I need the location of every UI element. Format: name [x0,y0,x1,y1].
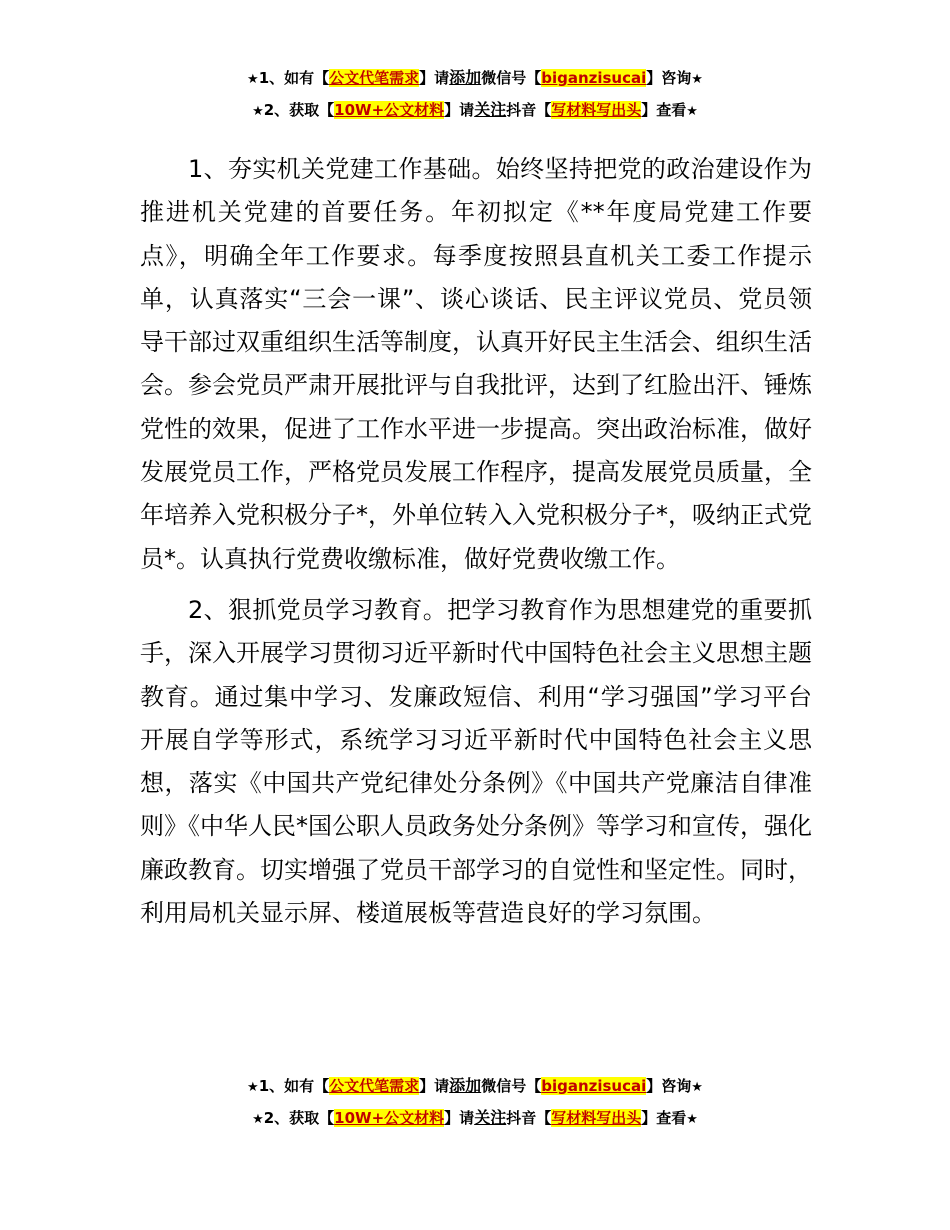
star-icon: ★ [247,1080,259,1095]
highlight-wechat-id: biganzisucai [541,69,647,87]
star-icon: ★ [686,104,698,119]
banner-text: 微信号【 [481,1077,542,1095]
document-body [140,148,812,935]
banner-text: 】咨询 [646,1077,692,1095]
banner-text: 】查看 [641,101,687,119]
top-banner [0,62,950,126]
paragraph-study-education: 2、狠抓党员学习教育。把学习教育作为思想建党的重要抓手，深入开展学习贯彻习近平新时代中国特色社会主义思想主题教育。通过集中学习、发廉政短信、利用“学习强国”学习平台开展自学等形式，系统学习习近平新时代中国特色社会主义思想，落实《中国共产党纪律处分条例》《中国共产党廉洁自律准则》《中华人民*国公职人员政务处分条例》等学习和宣传，强化廉政教育。切实增强了党员干部学习的自觉性和坚定性。同时，利用局机关显示屏、楼道展板等营造良好的学习氛围。 [140,595,812,928]
star-icon: ★ [691,72,703,87]
banner-text: 】查看 [641,1109,687,1127]
banner-text: 】请 [444,1109,475,1127]
star-icon: ★ [252,104,264,119]
highlight-douyin-account: 写材料写出头 [551,101,642,119]
star-icon: ★ [247,72,259,87]
banner-text: 】请 [419,69,450,87]
emphasis-text: 关注 [474,100,507,119]
banner-line-1 [0,1070,950,1102]
emphasis-text: 关注 [474,1108,507,1127]
highlight-materials: 10W+公文材料 [334,101,445,119]
paragraph-party-building: 1、夯实机关党建工作基础。始终坚持把党的政治建设作为推进机关党建的首要任务。年初拟定《**年度局党建工作要点》，明确全年工作要求。每季度按照县直机关工委工作提示单，认真落实“三会一课”、谈心谈话、民主评议党员、党员领导干部过双重组织生活等制度，认真开好民主生活会、组织生活会。参会党员严肃开展批评与自我批评，达到了红脸出汗、锤炼党性的效果，促进了工作水平进一步提高。突出政治标准，做好发展党员工作，严格党员发展工作程序，提高发展党员质量，全年培养入党积极分子*，外单位转入入党积极分子*，吸纳正式党员*。认真执行党费收缴标准，做好党费收缴工作。 [140,155,812,573]
emphasis-text: 添加 [449,68,482,87]
highlight-service: 公文代笔需求 [329,69,420,87]
highlight-service: 公文代笔需求 [329,1077,420,1095]
highlight-douyin-account: 写材料写出头 [551,1109,642,1127]
banner-line-2 [0,1102,950,1134]
banner-text: 2、获取【 [263,1109,335,1127]
banner-text: 1、如有【 [258,69,330,87]
banner-text: 】请 [444,101,475,119]
star-icon: ★ [686,1112,698,1127]
emphasis-text: 添加 [449,1076,482,1095]
banner-line-1 [0,62,950,94]
banner-text: 】请 [419,1077,450,1095]
banner-text: 2、获取【 [263,101,335,119]
banner-line-2 [0,94,950,126]
banner-text: 微信号【 [481,69,542,87]
highlight-wechat-id: biganzisucai [541,1077,647,1095]
banner-text: 抖音【 [506,1109,552,1127]
star-icon: ★ [691,1080,703,1095]
banner-text: 1、如有【 [258,1077,330,1095]
banner-text: 抖音【 [506,101,552,119]
highlight-materials: 10W+公文材料 [334,1109,445,1127]
star-icon: ★ [252,1112,264,1127]
banner-text: 】咨询 [646,69,692,87]
bottom-banner [0,1070,950,1134]
